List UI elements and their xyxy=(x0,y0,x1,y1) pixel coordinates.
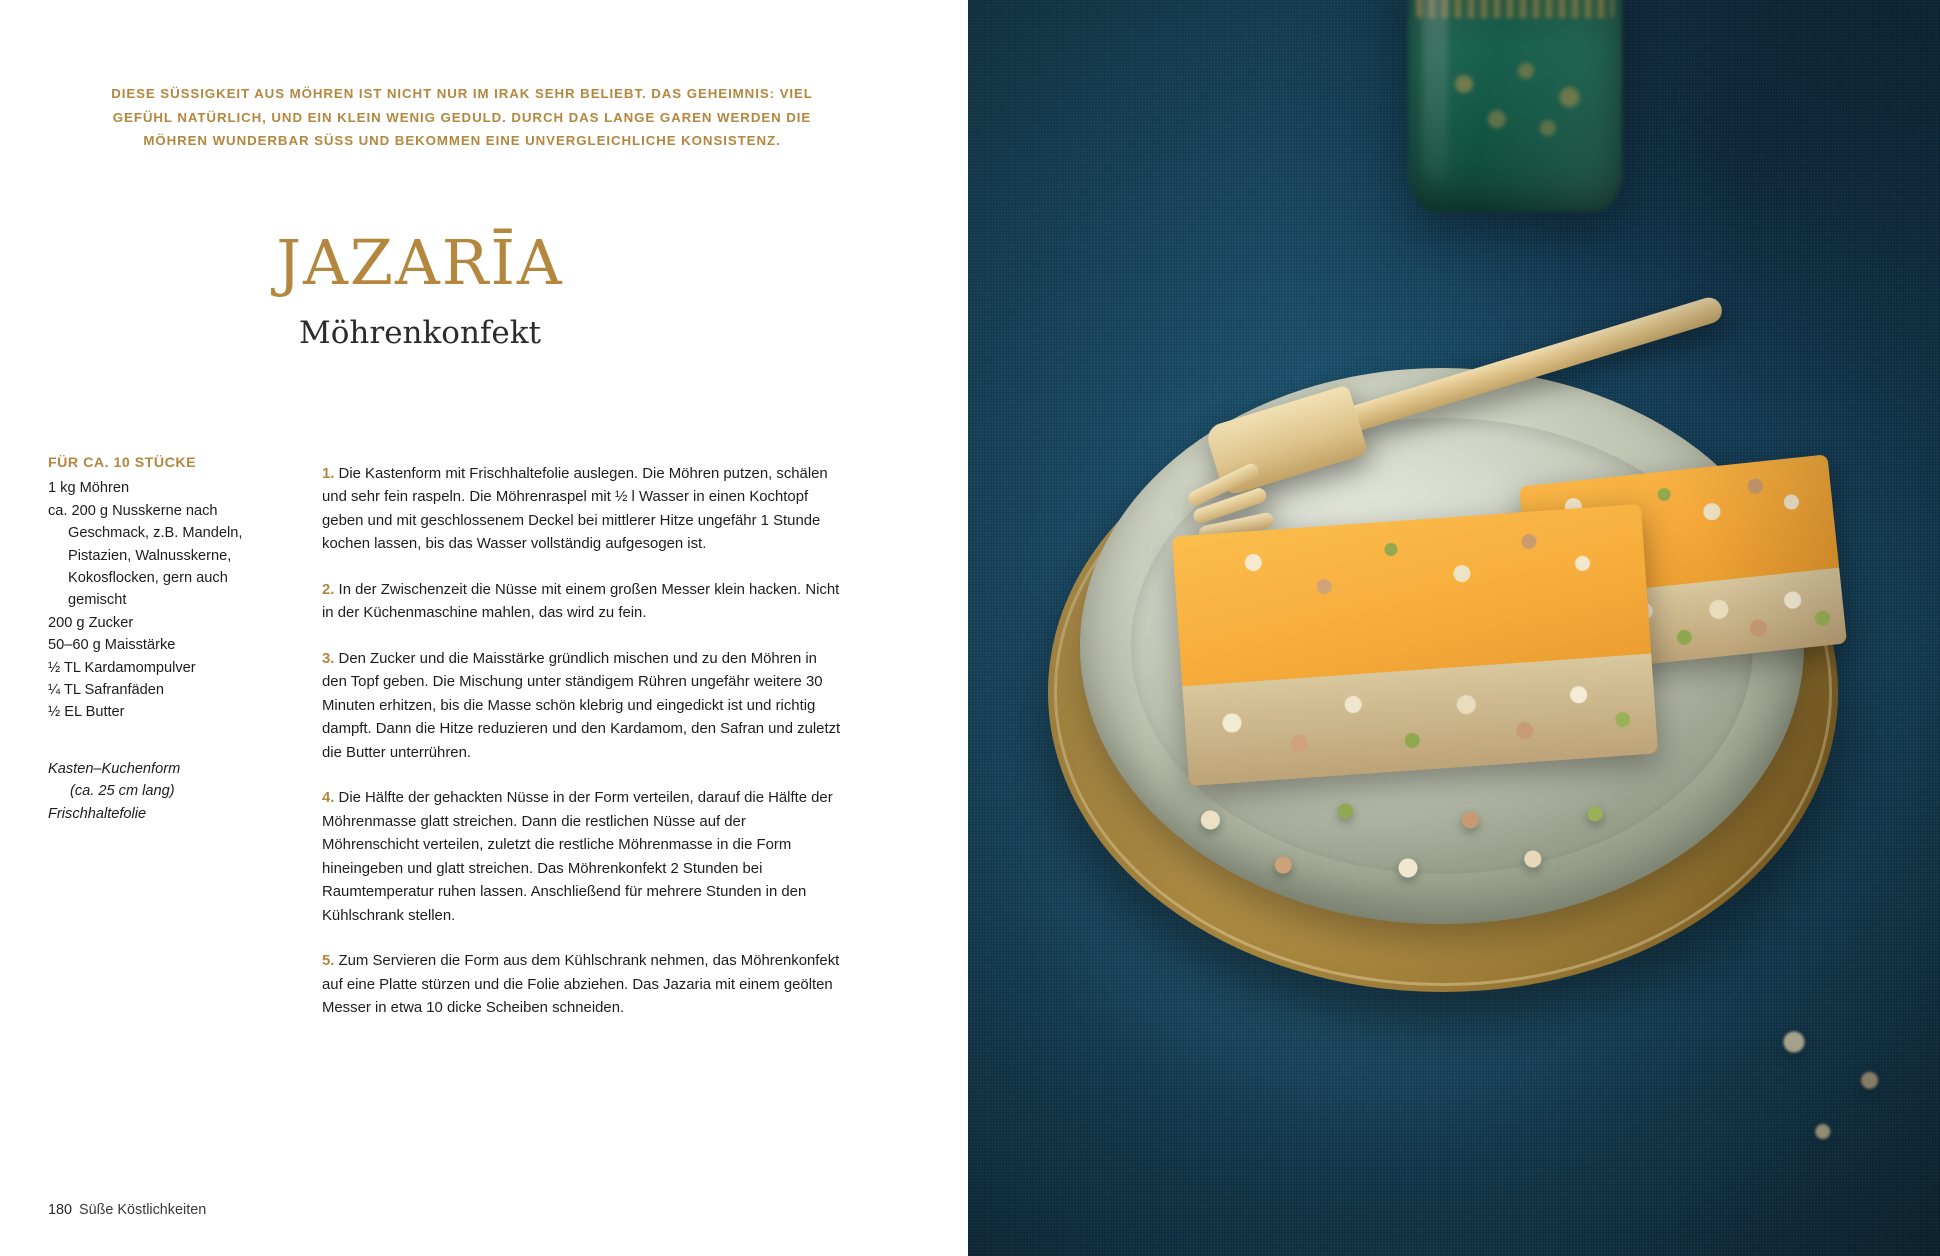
recipe-intro: DIESE SÜSSIGKEIT AUS MÖHREN IST NICHT NUR IM IRAK SEHR BELIEBT. DAS GEHEIMNIS: VIEL GEFÜHL NATÜRLICH, UND EIN KLEIN WENIG GEDULD. DURCH DAS LANGE GAREN WERDEN DIE MÖHREN WUNDERBAR SÜSS UND BEKOMMEN EINE UNVERGLEICHLICHE KONSISTENZ. xyxy=(111,86,813,148)
chopped-nut-crumbs-table xyxy=(1758,1010,1938,1170)
glass-highlight xyxy=(1422,0,1448,182)
instruction-step xyxy=(322,950,844,1021)
fork-head xyxy=(1204,384,1368,497)
list-item: ¼ TL Safranfäden xyxy=(48,682,165,699)
step-number: 2. xyxy=(322,581,335,598)
list-item: (ca. 25 cm lang) xyxy=(70,783,175,800)
recipe-subtitle: Möhrenkonfekt xyxy=(299,315,541,351)
recipe-photo xyxy=(968,0,1940,1256)
list-item: ½ TL Kardamompulver xyxy=(48,659,196,676)
list-item: ca. 200 g Nusskerne nach xyxy=(48,502,218,519)
step-text: Die Hälfte der gehackten Nüsse in der Form verteilen, darauf die Hälfte der Möhrenmasse glatt streichen. Dann die restlichen Nüsse auf der Möhrenschicht verteilen, zuletzt die restliche Möhrenmasse in die Form hineingeben und glatt streichen. Das Möhrenkonfekt 2 Stunden bei Raumtemperatur ruhen lassen. Anschließend für mehrere Stunden in den Kühlschrank stellen. xyxy=(322,790,833,924)
instruction-step xyxy=(322,579,844,626)
instruction-step xyxy=(322,787,844,928)
step-number: 1. xyxy=(322,465,335,482)
step-text: Zum Servieren die Form aus dem Kühlschrank nehmen, das Möhrenkonfekt auf eine Platte stürzen und die Folie abziehen. Das Jazaria mit einem geölten Messer in etwa 10 dicke Scheiben schneiden. xyxy=(322,953,840,1017)
step-number: 4. xyxy=(322,790,335,807)
recipe-text-page xyxy=(0,0,968,1256)
carrot-confection-slice-front xyxy=(1172,504,1658,786)
ingredients-list xyxy=(48,477,266,723)
glass-gold-ornament xyxy=(1424,40,1606,150)
list-item: 50–60 g Maisstärke xyxy=(48,637,176,654)
page-title: JAZARĪA xyxy=(276,226,564,299)
step-number: 5. xyxy=(322,953,335,970)
list-item: ½ EL Butter xyxy=(48,704,125,721)
list-item: 200 g Zucker xyxy=(48,614,134,631)
list-item: Kokosflocken, gern auch xyxy=(68,570,228,587)
step-number: 3. xyxy=(322,650,335,667)
step-text: In der Zwischenzeit die Nüsse mit einem großen Messer klein hacken. Nicht in der Küchenmaschine mahlen, das wird zu fein. xyxy=(322,581,840,622)
list-item: Pistazien, Walnusskerne, xyxy=(68,547,232,564)
list-item: Kasten–Kuchenform xyxy=(48,760,181,777)
page-number: 180 xyxy=(48,1202,73,1218)
list-item: Geschmack, z.B. Mandeln, xyxy=(68,525,243,542)
equipment-list xyxy=(48,758,266,825)
fork-handle xyxy=(1335,294,1725,436)
chapter-name: Süße Köstlichkeiten xyxy=(79,1202,207,1218)
step-text: Den Zucker und die Maisstärke gründlich mischen und zu den Möhren in den Topf geben. Die Mischung unter ständigem Rühren ungefähr weitere 30 Minuten erhitzen, bis die Masse schön klebrig und eingedickt ist und richtig dampft. Dann die Hitze reduzieren und den Kardamom, den Safran und zuletzt die Butter unterrühren. xyxy=(322,650,841,761)
recipe-title-block xyxy=(0,226,840,351)
yield-heading: FÜR CA. 10 STÜCKE xyxy=(48,455,197,471)
list-item: 1 kg Möhren xyxy=(48,480,130,497)
page-footer xyxy=(48,1202,206,1218)
ingredients-column xyxy=(48,452,266,825)
list-item: Frischhaltefolie xyxy=(48,805,147,822)
list-item: gemischt xyxy=(68,592,127,609)
instruction-step xyxy=(322,648,844,766)
chopped-nut-crumbs xyxy=(1148,760,1668,910)
instructions-column xyxy=(322,448,844,1021)
tea-glass xyxy=(1408,0,1622,212)
instruction-step xyxy=(322,463,844,557)
step-text: Die Kastenform mit Frischhaltefolie auslegen. Die Möhren putzen, schälen und sehr fein raspeln. Die Möhrenraspel mit ½ l Wasser in einen Kochtopf geben und mit geschlossenem Deckel bei mittlerer Hitze ungefähr 1 Stunde kochen lassen, bis das Wasser vollständig aufgesogen ist. xyxy=(322,465,828,553)
